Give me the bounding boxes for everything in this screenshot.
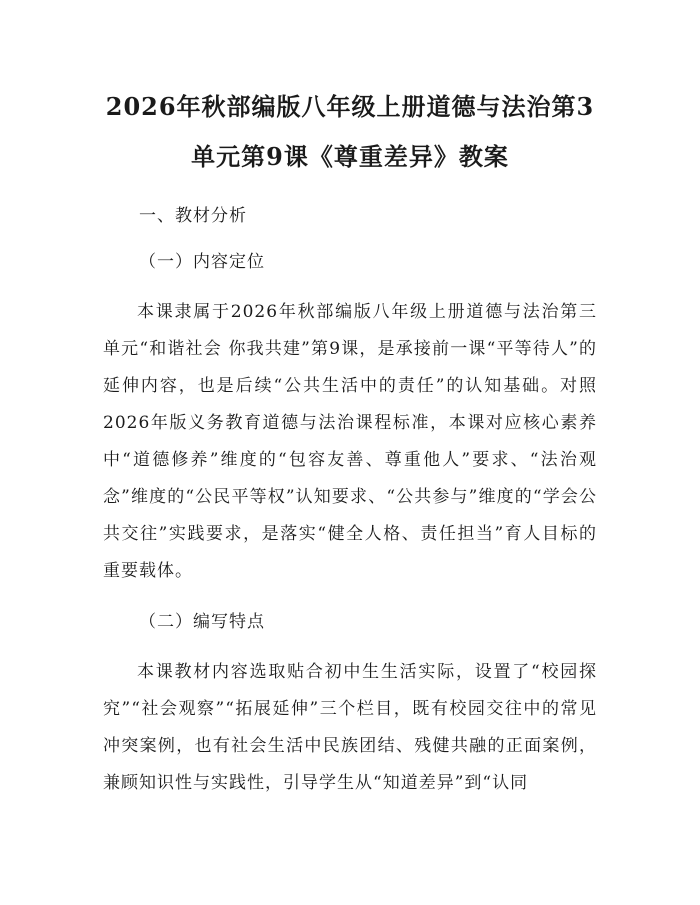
subsection-heading-content-positioning: （一）内容定位 bbox=[139, 252, 265, 272]
section-heading-teaching-material-analysis: 一、教材分析 bbox=[139, 206, 247, 226]
document-title: 2026年秋部编版八年级上册道德与法治第3单元第9课《尊重差异》教案 bbox=[105, 92, 595, 171]
subsection-heading-writing-features: （二）编写特点 bbox=[139, 612, 265, 632]
paragraph-writing-features: 本课教材内容选取贴合初中生生活实际，设置了“校园探究”“社会观察”“拓展延伸”三个栏目，既有校园交往中的常见冲突案例，也有社会生活中民族团结、残健共融的正面案例，兼顾知识性与实践性，引导学生从“知道差异”到“认同 bbox=[103, 662, 597, 793]
paragraph-content-positioning: 本课隶属于2026年秋部编版八年级上册道德与法治第三单元“和谐社会 你我共建”第9课，是承接前一课“平等待人”的延伸内容，也是后续“公共生活中的责任”的认知基础。对照2026年版义务教育道德与法治课程标准，本课对应核心素养中“道德修养”维度的“包容友善、尊重他人”要求、“法治观念”维度的“公民平等权”认知要求、“公共参与”维度的“学会公共交往”实践要求，是落实“健全人格、责任担当”育人目标的重要载体。 bbox=[103, 302, 597, 581]
